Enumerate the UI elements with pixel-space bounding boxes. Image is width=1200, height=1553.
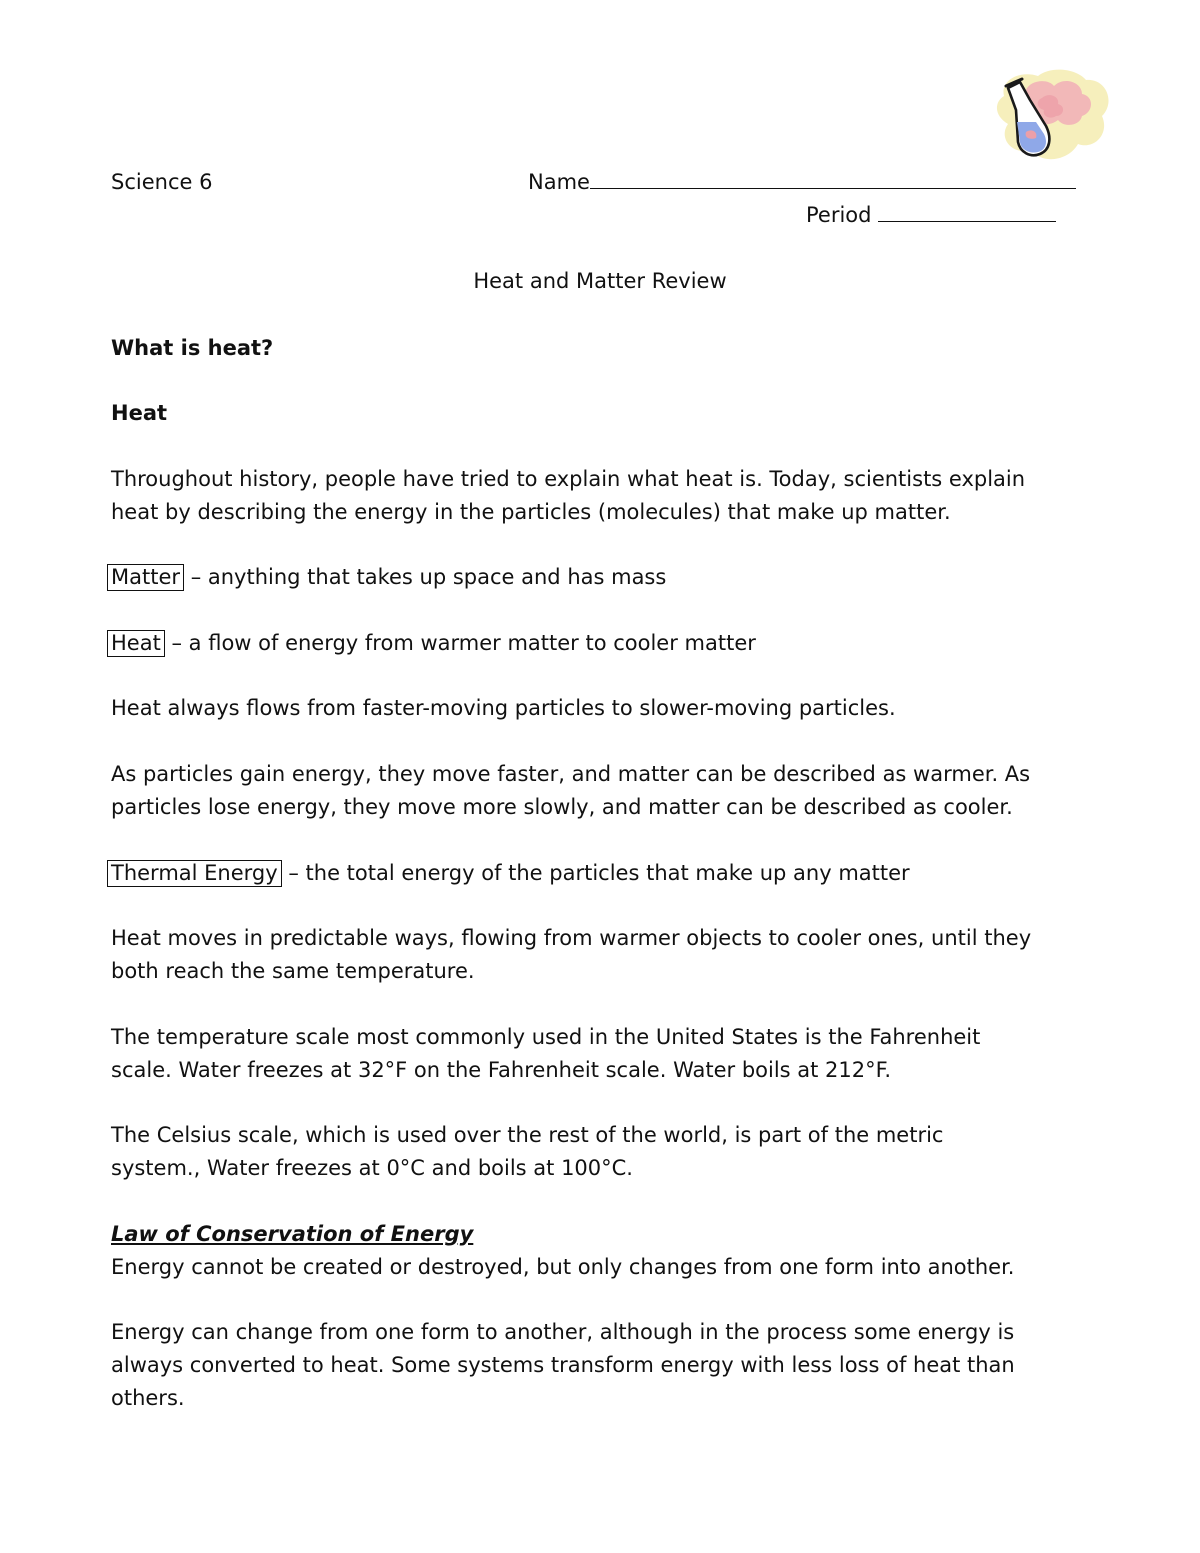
thermal-energy-definition: Thermal Energy – the total energy of the particles that make up any matter (111, 857, 1091, 890)
period-blank-line[interactable] (878, 203, 1056, 222)
question-heading: What is heat? (111, 336, 274, 360)
chemistry-flask-icon (990, 66, 1114, 175)
period-field[interactable] (806, 203, 1056, 227)
intro-paragraph: Throughout history, people have tried to explain what heat is. Today, scientists explain heat by describing the energy in the particles (molecules) that make up matter. (111, 467, 1026, 524)
predictable-paragraph: Heat moves in predictable ways, flowing from warmer objects to cooler ones, until they both reach the same temperature. (111, 926, 1032, 983)
matter-definition: Matter – anything that takes up space and has mass (111, 561, 1091, 594)
page-title: Heat and Matter Review (473, 269, 727, 293)
matter-term: Matter (107, 564, 184, 591)
particles-paragraph: As particles gain energy, they move faster, and matter can be described as warmer. As particles lose energy, they move more slowly, and matter can be described as cooler. (111, 762, 1031, 819)
section-heading: Heat (111, 401, 168, 425)
conservation-law-heading: Law of Conservation of Energy (111, 1222, 474, 1246)
celsius-paragraph: The Celsius scale, which is used over the rest of the world, is part of the metric system., Water freezes at 0°C and boils at 100°C. (111, 1123, 944, 1180)
heat-term: Heat (107, 630, 165, 657)
name-field[interactable] (528, 170, 1076, 194)
conservation-law-text: Energy cannot be created or destroyed, but only changes from one form into another. (111, 1255, 1015, 1279)
energy-change-paragraph: Energy can change from one form to another, although in the process some energy is always converted to heat. Some systems transform energy with less loss of heat than others. (111, 1320, 1015, 1410)
thermal-energy-term: Thermal Energy (107, 860, 282, 887)
course-label: Science 6 (111, 170, 213, 194)
fahrenheit-paragraph: The temperature scale most commonly used in the United States is the Fahrenheit scale. Water freezes at 32°F on the Fahrenheit scale. Water boils at 212°F. (111, 1025, 981, 1082)
name-label: Name (528, 170, 590, 194)
conservation-law-section (111, 1218, 1091, 1284)
name-blank-line[interactable] (590, 170, 1076, 189)
period-label: Period (806, 203, 872, 227)
heat-definition: Heat – a flow of energy from warmer matter to cooler matter (111, 627, 1091, 660)
flow-paragraph: Heat always flows from faster-moving particles to slower-moving particles. (111, 696, 896, 720)
